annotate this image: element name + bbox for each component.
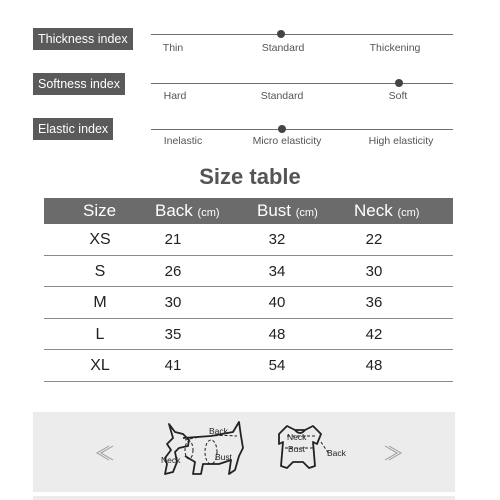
dog-label-back: Back: [209, 426, 228, 436]
cell-bust: 32: [268, 231, 286, 248]
thickness-option-thickening: Thickening: [369, 42, 421, 54]
garment-label-back: Back: [327, 448, 346, 458]
cell-neck: 42: [365, 325, 383, 343]
cell-back: 30: [164, 294, 182, 311]
elastic-indicator: [278, 125, 286, 133]
cell-neck: 30: [365, 262, 383, 280]
table-row: [44, 224, 453, 256]
garment-label-neck: Neck: [287, 432, 307, 442]
cell-neck: 22: [365, 231, 383, 248]
softness-option-hard: Hard: [163, 90, 187, 102]
thickness-index-label: Thickness index: [33, 28, 133, 50]
cell-back: 21: [164, 231, 182, 248]
header-bust: Bust (cm): [257, 201, 318, 220]
cell-size: L: [95, 325, 105, 343]
thickness-scale-line: [151, 34, 453, 35]
softness-index-label: Softness index: [33, 73, 125, 95]
thickness-option-standard: Standard: [261, 42, 305, 54]
softness-index-row: [33, 73, 453, 102]
chevron-right-icon[interactable]: [385, 446, 401, 460]
elastic-scale-line: [151, 129, 453, 130]
cell-neck: 48: [365, 357, 383, 374]
dog-label-neck: Neck: [161, 455, 181, 465]
cell-size: XS: [89, 231, 111, 248]
size-table-title: Size table: [199, 164, 301, 189]
dog-label-bust: Bust: [215, 452, 233, 462]
cell-bust: 34: [268, 262, 286, 280]
header-back: Back (cm): [155, 201, 220, 220]
cell-neck: 36: [365, 294, 383, 311]
cell-size: S: [94, 262, 106, 280]
elastic-index-row: [33, 118, 453, 147]
size-table-header: [44, 198, 453, 224]
elastic-option-high: High elasticity: [368, 135, 434, 147]
cell-size: XL: [90, 357, 110, 374]
dog-measure-icon: [165, 422, 243, 474]
elastic-index-label: Elastic index: [33, 118, 113, 140]
softness-option-standard: Standard: [260, 90, 304, 102]
table-row: [44, 319, 453, 351]
thickness-indicator: [277, 30, 285, 38]
size-table: [44, 198, 453, 382]
softness-option-soft: Soft: [388, 90, 408, 102]
thickness-index-row: [33, 28, 453, 52]
bottom-divider: [33, 496, 455, 500]
cell-back: 41: [164, 357, 182, 374]
cell-bust: 54: [268, 357, 286, 374]
thickness-option-thin: Thin: [162, 42, 184, 54]
cell-size: M: [93, 294, 107, 311]
softness-indicator: [395, 79, 403, 87]
softness-scale-line: [151, 83, 453, 84]
garment-label-bust: Bust: [288, 444, 306, 454]
header-size: Size: [83, 201, 117, 220]
chevron-left-icon[interactable]: [97, 446, 113, 460]
cell-bust: 48: [268, 325, 286, 343]
cell-back: 35: [164, 325, 182, 343]
table-row: [44, 256, 453, 288]
elastic-option-inelastic: Inelastic: [163, 135, 203, 147]
measurement-diagram-panel: [33, 412, 455, 492]
cell-back: 26: [164, 262, 182, 280]
elastic-option-micro: Micro elasticity: [252, 135, 322, 147]
table-row: [44, 287, 453, 319]
cell-bust: 40: [268, 294, 286, 311]
header-neck: Neck (cm): [354, 201, 420, 220]
table-row: [44, 350, 453, 382]
